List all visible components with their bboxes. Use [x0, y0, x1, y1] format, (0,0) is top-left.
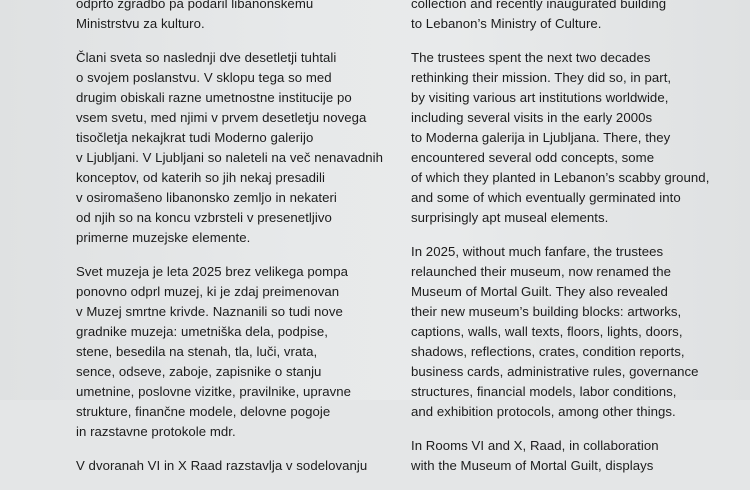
- paragraph: [411, 436, 711, 476]
- text-line: v Muzej smrtne krivde. Naznanili so tudi nove: [76, 304, 343, 319]
- text-line: with the Museum of Mortal Guilt, displays: [411, 458, 654, 473]
- text-line: rethinking their mission. They did so, in part,: [411, 70, 672, 85]
- text-line: tisočletja nekajkrat tudi Moderno galerijo: [76, 130, 314, 145]
- text-line: v Ljubljani. V Ljubljani so naleteli na več nenavadnih: [76, 150, 383, 165]
- slovene-text-column: [76, 0, 386, 490]
- text-line: and exhibition protocols, among other things.: [411, 404, 676, 419]
- text-line: Svet muzeja je leta 2025 brez velikega pompa: [76, 264, 348, 279]
- text-line: v osiromašeno libanonsko zemljo in nekateri: [76, 190, 337, 205]
- text-line: umetnine, poslovne vizitke, pravilnike, upravne: [76, 384, 352, 399]
- text-line: structures, financial models, labor conditions,: [411, 384, 677, 399]
- paragraph: [76, 262, 386, 442]
- text-line: encountered several odd concepts, some: [411, 150, 655, 165]
- text-line: od njih so na koncu vzbrsteli v presenetljivo: [76, 210, 332, 225]
- paragraph: [76, 456, 386, 476]
- text-line: to Lebanon’s Ministry of Culture.: [411, 16, 602, 31]
- text-line: captions, walls, wall texts, floors, lights, doors,: [411, 324, 683, 339]
- text-line: shadows, reflections, crates, condition reports,: [411, 344, 685, 359]
- text-line: in razstavne protokole mdr.: [76, 424, 236, 439]
- text-line: In Rooms VI and X, Raad, in collaboration: [411, 438, 659, 453]
- text-line: primerne muzejske elemente.: [76, 230, 251, 245]
- text-line: to Moderna galerija in Ljubljana. There, they: [411, 130, 671, 145]
- text-line: of which they planted in Lebanon’s scabby ground,: [411, 170, 710, 185]
- text-line: and some of which eventually germinated into: [411, 190, 681, 205]
- text-line: vsem svetu, med njimi v prvem desetletju novega: [76, 110, 367, 125]
- paragraph: [411, 48, 711, 228]
- text-line: gradnike muzeja: umetniška dela, podpise,: [76, 324, 329, 339]
- text-line: relaunched their museum, now renamed the: [411, 264, 672, 279]
- paragraph: [76, 48, 386, 248]
- text-line: Člani sveta so naslednji dve desetletji tuhtali: [76, 50, 337, 65]
- text-line: their new museum’s building blocks: artworks,: [411, 304, 682, 319]
- text-line: o svojem poslanstvu. V sklopu tega so med: [76, 70, 332, 85]
- text-line: strukture, finančne modele, delovne pogoje: [76, 404, 331, 419]
- text-line: sence, odseve, zaboje, zapisnike o stanju: [76, 364, 322, 379]
- text-line: Museum of Mortal Guilt. They also revealed: [411, 284, 668, 299]
- text-line: Ministrstvu za kulturo.: [76, 16, 205, 31]
- text-line: collection and recently inaugurated building: [411, 0, 667, 11]
- paragraph: [411, 242, 711, 422]
- text-line: In 2025, without much fanfare, the trustees: [411, 244, 664, 259]
- text-line: The trustees spent the next two decades: [411, 50, 651, 65]
- text-line: odprto zgradbo pa podaril libanonskemu: [76, 0, 314, 11]
- text-line: ponovno odprl muzej, ki je zdaj preimenovan: [76, 284, 340, 299]
- text-line: drugim obiskali razne umetnostne institucije po: [76, 90, 352, 105]
- text-line: business cards, administrative rules, governance: [411, 364, 699, 379]
- text-line: by visiting various art institutions worldwide,: [411, 90, 669, 105]
- text-line: konceptov, od katerih so jih nekaj presadili: [76, 170, 325, 185]
- english-text-column: [411, 0, 711, 490]
- text-line: V dvoranah VI in X Raad razstavlja v sodelovanju: [76, 458, 368, 473]
- text-line: including several visits in the early 2000s: [411, 110, 653, 125]
- paragraph: [76, 0, 386, 34]
- paragraph: [411, 0, 711, 34]
- text-line: surprisingly apt museal elements.: [411, 210, 609, 225]
- text-line: stene, besedila na stenah, tla, luči, vrata,: [76, 344, 318, 359]
